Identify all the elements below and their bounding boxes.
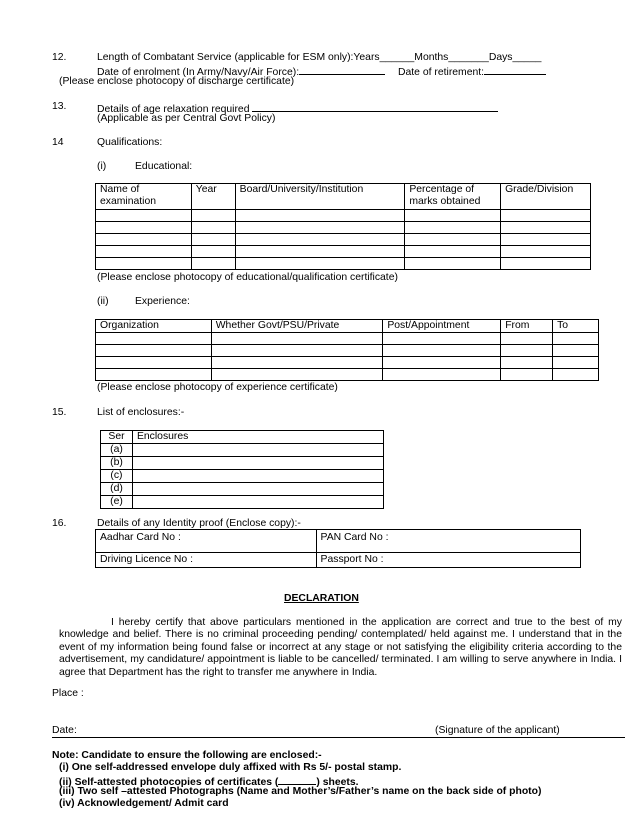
enclosure-ser: (b) bbox=[101, 457, 133, 470]
table-cell[interactable] bbox=[501, 333, 553, 345]
table-cell[interactable] bbox=[501, 246, 591, 258]
qualifications-title: Qualifications: bbox=[97, 137, 163, 148]
item-16-number: 16. bbox=[52, 518, 67, 529]
table-cell[interactable] bbox=[191, 258, 235, 270]
table-cell[interactable] bbox=[501, 369, 553, 381]
table-cell[interactable] bbox=[211, 357, 383, 369]
educational-header-row bbox=[96, 184, 591, 210]
table-cell[interactable] bbox=[553, 357, 599, 369]
table-cell[interactable] bbox=[405, 258, 501, 270]
table-cell[interactable] bbox=[96, 234, 192, 246]
driving-licence-field[interactable]: Driving Licence No : bbox=[96, 553, 317, 568]
table-cell[interactable] bbox=[501, 357, 553, 369]
table-row bbox=[96, 553, 581, 568]
table-cell[interactable] bbox=[383, 357, 501, 369]
retirement-date-label: Date of retirement: bbox=[398, 64, 546, 79]
table-cell[interactable] bbox=[96, 222, 192, 234]
table-cell[interactable] bbox=[235, 222, 405, 234]
table-row bbox=[96, 210, 591, 222]
table-row bbox=[101, 444, 384, 457]
table-cell[interactable] bbox=[405, 246, 501, 258]
experience-label: Experience: bbox=[135, 296, 190, 307]
table-cell[interactable] bbox=[235, 246, 405, 258]
table-cell[interactable] bbox=[132, 470, 383, 483]
table-row bbox=[96, 234, 591, 246]
edu-header-board: Board/University/Institution bbox=[235, 184, 405, 210]
table-cell[interactable] bbox=[405, 210, 501, 222]
edu-header-year: Year bbox=[191, 184, 235, 210]
table-cell[interactable] bbox=[383, 345, 501, 357]
table-cell[interactable] bbox=[132, 444, 383, 457]
table-cell[interactable] bbox=[132, 457, 383, 470]
experience-number: (ii) bbox=[97, 296, 109, 307]
note-item-iii: (iii) Two self –attested Photographs (Name and Mother’s/Father’s name on the back side of photo) bbox=[59, 786, 542, 797]
table-cell[interactable] bbox=[501, 210, 591, 222]
enclosure-header-enclosures: Enclosures bbox=[132, 431, 383, 444]
educational-table bbox=[95, 183, 591, 270]
table-cell[interactable] bbox=[405, 222, 501, 234]
table-row bbox=[101, 457, 384, 470]
signature-label: (Signature of the applicant) bbox=[435, 725, 560, 736]
table-row bbox=[96, 333, 599, 345]
table-row bbox=[96, 345, 599, 357]
table-cell[interactable] bbox=[96, 210, 192, 222]
table-row bbox=[96, 530, 581, 553]
educational-number: (i) bbox=[97, 161, 107, 172]
table-cell[interactable] bbox=[191, 246, 235, 258]
certificate-sheets-blank[interactable] bbox=[278, 774, 316, 785]
enclosure-ser: (c) bbox=[101, 470, 133, 483]
age-relaxation-note: (Applicable as per Central Govt Policy) bbox=[97, 113, 276, 124]
experience-note: (Please enclose photocopy of experience certificate) bbox=[97, 382, 338, 393]
edu-header-name: Name of examination bbox=[96, 184, 192, 210]
note-item-iv: (iv) Acknowledgement/ Admit card bbox=[59, 798, 229, 809]
pan-card-field[interactable]: PAN Card No : bbox=[316, 530, 580, 553]
table-cell[interactable] bbox=[211, 333, 383, 345]
table-cell[interactable] bbox=[96, 369, 212, 381]
retirement-date-blank[interactable] bbox=[484, 64, 546, 75]
enclosure-header-ser: Ser bbox=[101, 431, 133, 444]
educational-note: (Please enclose photocopy of educational/qualification certificate) bbox=[97, 272, 398, 283]
experience-table bbox=[95, 319, 599, 381]
table-cell[interactable] bbox=[383, 369, 501, 381]
table-row bbox=[96, 369, 599, 381]
enclosure-ser: (d) bbox=[101, 483, 133, 496]
identity-proof-table bbox=[95, 529, 581, 568]
table-row bbox=[101, 470, 384, 483]
table-cell[interactable] bbox=[191, 222, 235, 234]
table-cell[interactable] bbox=[235, 210, 405, 222]
edu-header-grade: Grade/Division bbox=[501, 184, 591, 210]
table-cell[interactable] bbox=[501, 234, 591, 246]
enclosures-table bbox=[100, 430, 384, 509]
table-cell[interactable] bbox=[553, 369, 599, 381]
item-12-number: 12. bbox=[52, 52, 67, 63]
aadhar-card-field[interactable]: Aadhar Card No : bbox=[96, 530, 317, 553]
table-cell[interactable] bbox=[235, 234, 405, 246]
table-cell[interactable] bbox=[132, 496, 383, 509]
table-row bbox=[101, 483, 384, 496]
item-13-number: 13. bbox=[52, 101, 67, 112]
identity-proof-title: Details of any Identity proof (Enclose copy):- bbox=[97, 518, 301, 529]
note-title: Note: Candidate to ensure the following are enclosed:- bbox=[52, 750, 322, 761]
place-label: Place : bbox=[52, 688, 84, 699]
table-row bbox=[96, 357, 599, 369]
note-item-i: (i) One self-addressed envelope duly affixed with Rs 5/- postal stamp. bbox=[59, 762, 402, 773]
enclosures-title: List of enclosures:- bbox=[97, 407, 185, 418]
item-15-number: 15. bbox=[52, 407, 67, 418]
enclosure-ser: (a) bbox=[101, 444, 133, 457]
exp-header-type: Whether Govt/PSU/Private bbox=[211, 320, 383, 333]
edu-header-percentage: Percentage of marks obtained bbox=[405, 184, 501, 210]
table-cell[interactable] bbox=[553, 345, 599, 357]
table-cell[interactable] bbox=[96, 357, 212, 369]
table-cell[interactable] bbox=[235, 258, 405, 270]
enclosures-header-row bbox=[101, 431, 384, 444]
table-cell[interactable] bbox=[383, 333, 501, 345]
passport-field[interactable]: Passport No : bbox=[316, 553, 580, 568]
educational-label: Educational: bbox=[135, 161, 193, 172]
table-cell[interactable] bbox=[553, 333, 599, 345]
age-relaxation-label: Details of age relaxation required bbox=[97, 101, 498, 116]
date-label: Date: bbox=[52, 725, 77, 736]
age-relaxation-blank[interactable] bbox=[252, 101, 498, 112]
table-cell[interactable] bbox=[501, 222, 591, 234]
table-row bbox=[96, 258, 591, 270]
declaration-title: DECLARATION bbox=[284, 593, 359, 604]
table-cell[interactable] bbox=[96, 345, 212, 357]
declaration-text: I hereby certify that above particulars mentioned in the application are correct and true to the best of my knowledge and belief. There is no criminal proceeding pending/ contemplated/ held against me. I understand that in the event of my information being found false or incorrect at any stage or not satisfying the eligibility criteria according to the advertisement, my candidature/ appointment is liable to be cancelled/ terminated. I am willing to serve anywhere in India. I agree that Department has the right to transfer me anywhere in India. bbox=[59, 617, 622, 678]
table-row bbox=[96, 246, 591, 258]
exp-header-organization: Organization bbox=[96, 320, 212, 333]
table-cell[interactable] bbox=[211, 345, 383, 357]
table-cell[interactable] bbox=[96, 246, 192, 258]
enrolment-date-blank[interactable] bbox=[299, 64, 385, 75]
experience-header-row bbox=[96, 320, 599, 333]
exp-header-post: Post/Appointment bbox=[383, 320, 501, 333]
table-cell[interactable] bbox=[501, 258, 591, 270]
table-cell[interactable] bbox=[211, 369, 383, 381]
table-row bbox=[101, 496, 384, 509]
combatant-service-line: Length of Combatant Service (applicable for ESM only):Years______Months_______Days_____ bbox=[97, 52, 542, 63]
exp-header-to: To bbox=[553, 320, 599, 333]
table-cell[interactable] bbox=[501, 345, 553, 357]
item-14-number: 14 bbox=[52, 137, 64, 148]
enclosure-ser: (e) bbox=[101, 496, 133, 509]
table-row bbox=[96, 222, 591, 234]
table-cell[interactable] bbox=[96, 258, 192, 270]
table-cell[interactable] bbox=[405, 234, 501, 246]
table-cell[interactable] bbox=[96, 333, 212, 345]
discharge-certificate-note: (Please enclose photocopy of discharge certificate) bbox=[59, 76, 295, 87]
table-cell[interactable] bbox=[191, 234, 235, 246]
table-cell[interactable] bbox=[191, 210, 235, 222]
exp-header-from: From bbox=[501, 320, 553, 333]
table-cell[interactable] bbox=[132, 483, 383, 496]
enrolment-date-label: Date of enrolment (In Army/Navy/Air Force): bbox=[97, 64, 385, 79]
note-item-ii: (ii) Self-attested photocopies of certificates ( ) sheets. bbox=[59, 774, 359, 789]
